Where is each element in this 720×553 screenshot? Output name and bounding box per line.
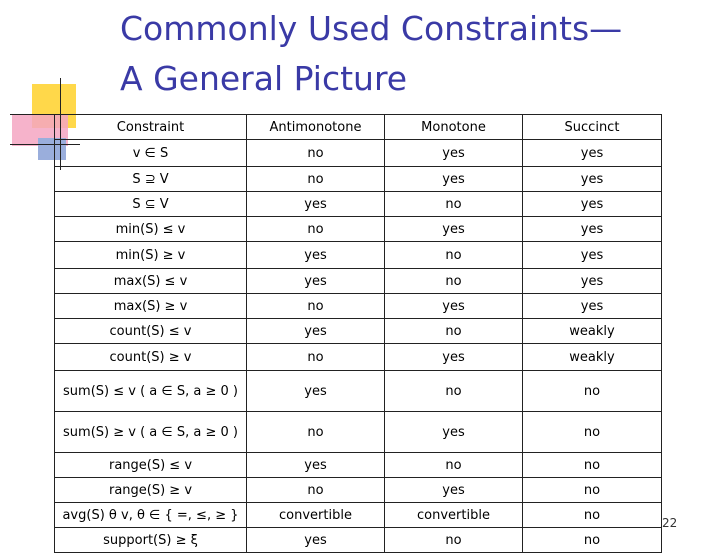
table-cell: S ⊇ V [55, 167, 247, 192]
table-cell: no [247, 344, 385, 371]
table-cell: no [523, 453, 662, 478]
table-cell: yes [247, 319, 385, 344]
table-cell: yes [523, 217, 662, 242]
table-cell: no [385, 453, 523, 478]
table-row [55, 319, 662, 344]
table-row [55, 371, 662, 412]
table-cell: v ∈ S [55, 140, 247, 167]
table-row [55, 140, 662, 167]
table-row [55, 242, 662, 269]
table-cell: no [385, 371, 523, 412]
table-cell: no [523, 528, 662, 553]
table-row [55, 269, 662, 294]
table-cell: no [385, 528, 523, 553]
table-cell: convertible [247, 503, 385, 528]
table-cell: no [385, 269, 523, 294]
table-cell: yes [523, 269, 662, 294]
table-cell: yes [385, 344, 523, 371]
table-cell: min(S) ≥ v [55, 242, 247, 269]
table-row [55, 453, 662, 478]
table-cell: no [247, 167, 385, 192]
table-cell: yes [247, 269, 385, 294]
table-row [55, 503, 662, 528]
table-cell: yes [523, 192, 662, 217]
table-cell: weakly [523, 319, 662, 344]
table-cell: count(S) ≤ v [55, 319, 247, 344]
page-number: 22 [662, 516, 678, 530]
table-row [55, 478, 662, 503]
table-header-cell: Succinct [523, 115, 662, 140]
table-cell: yes [523, 242, 662, 269]
constraints-table [54, 114, 662, 553]
table-row [55, 528, 662, 553]
table-cell: yes [385, 140, 523, 167]
table-cell: no [247, 294, 385, 319]
table-header-cell: Constraint [55, 115, 247, 140]
table-cell: no [523, 371, 662, 412]
table-cell: no [385, 242, 523, 269]
table-cell: yes [385, 294, 523, 319]
table-cell: no [385, 192, 523, 217]
table-cell: sum(S) ≤ v ( a ∈ S, a ≥ 0 ) [55, 371, 247, 412]
table-cell: no [523, 503, 662, 528]
table-cell: yes [247, 453, 385, 478]
table-cell: no [385, 319, 523, 344]
table-cell: yes [247, 371, 385, 412]
table-cell: max(S) ≥ v [55, 294, 247, 319]
table-row [55, 167, 662, 192]
table-cell: yes [247, 192, 385, 217]
table-cell: range(S) ≥ v [55, 478, 247, 503]
table-cell: S ⊆ V [55, 192, 247, 217]
table-row [55, 294, 662, 319]
table-header-row [55, 115, 662, 140]
table-cell: sum(S) ≥ v ( a ∈ S, a ≥ 0 ) [55, 412, 247, 453]
table-cell: yes [385, 167, 523, 192]
table-cell: yes [247, 242, 385, 269]
table-cell: min(S) ≤ v [55, 217, 247, 242]
table-row [55, 217, 662, 242]
table-cell: no [247, 478, 385, 503]
table-cell: avg(S) θ v, θ ∈ { =, ≤, ≥ } [55, 503, 247, 528]
table-cell: range(S) ≤ v [55, 453, 247, 478]
table-row [55, 344, 662, 371]
table-cell: count(S) ≥ v [55, 344, 247, 371]
table-cell: yes [523, 140, 662, 167]
table-header-cell: Monotone [385, 115, 523, 140]
table-row [55, 192, 662, 217]
slide-title: Commonly Used Constraints— A General Picture [120, 9, 623, 98]
table-cell: yes [385, 412, 523, 453]
table-cell: convertible [385, 503, 523, 528]
table-cell: max(S) ≤ v [55, 269, 247, 294]
table-cell: no [247, 412, 385, 453]
table-cell: no [247, 217, 385, 242]
table-cell: yes [247, 528, 385, 553]
table-cell: yes [523, 167, 662, 192]
table-header-cell: Antimonotone [247, 115, 385, 140]
table-cell: support(S) ≥ ξ [55, 528, 247, 553]
table-cell: no [247, 140, 385, 167]
table-cell: weakly [523, 344, 662, 371]
table-cell: yes [523, 294, 662, 319]
table-cell: no [523, 412, 662, 453]
table-cell: no [523, 478, 662, 503]
table-row [55, 412, 662, 453]
table-cell: yes [385, 217, 523, 242]
table-cell: yes [385, 478, 523, 503]
